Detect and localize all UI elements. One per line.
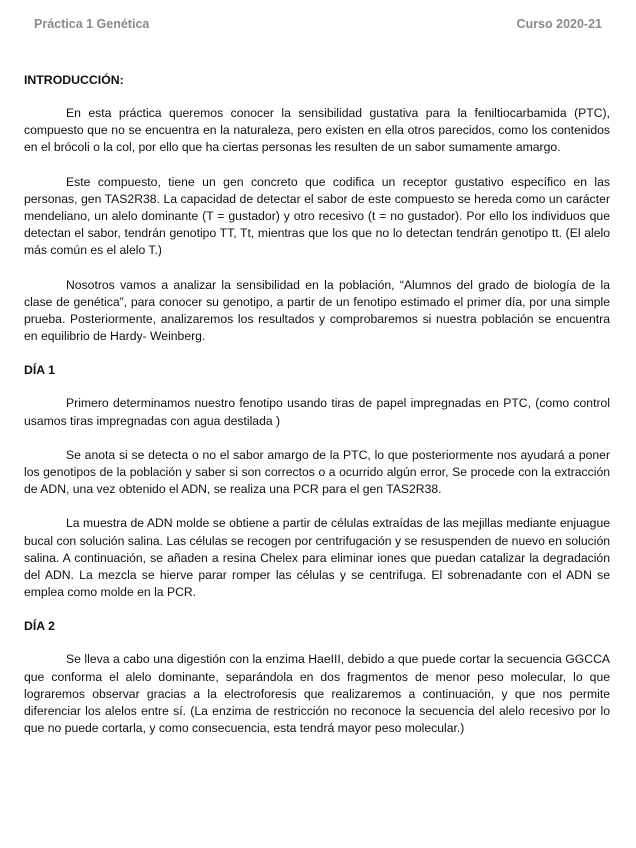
section-heading: DÍA 2	[24, 619, 55, 634]
section-heading: DÍA 1	[24, 363, 55, 378]
section-dia-1	[24, 362, 610, 601]
paragraph: La muestra de ADN molde se obtiene a partir de células extraídas de las mejillas mediante enjuague bucal con solución salina. Las células se recogen por centrifugación y se resuspenden de nuevo en solución salina. A continuación, se añaden a resina Chelex para eliminar iones que puedan catalizar la degradación del ADN. La mezcla se hierve parar romper las células y se centrifuga. El sobrenadante con el ADN se emplea como molde en la PCR.	[24, 516, 610, 600]
paragraph: Se lleva a cabo una digestión con la enzima HaeIII, debido a que puede cortar la secuencia GGCCA que conforma el alelo dominante, separándola en dos fragmentos de menor peso molecular, lo que lograremos observar gracias a la electroforesis que realizaremos a continuación, y que nos permite diferenciar los alelos entre sí. (La enzima de restricción no reconoce la secuencia del alelo recesivo por lo que no puede cortarla, y como consecuencia, esta tendrá mayor peso molecular.)	[24, 652, 610, 736]
header-course-practice: Práctica 1 Genética	[34, 17, 150, 31]
paragraph: Primero determinamos nuestro fenotipo usando tiras de papel impregnadas en PTC, (como control usamos tiras impregnadas con agua destilada )	[24, 396, 610, 428]
document-body	[24, 72, 610, 737]
paragraph: En esta práctica queremos conocer la sensibilidad gustativa para la feniltiocarbamida (PTC), compuesto que no se encuentra en la naturaleza, pero existen en ella otros parecidos, como los contenidos en el brócoli o la col, por ello que ha ciertas personas les resulten de un sabor sumamente amargo.	[24, 106, 610, 155]
paragraph: Este compuesto, tiene un gen concreto que codifica un receptor gustativo específico en las personas, gen TAS2R38. La capacidad de detectar el sabor de este compuesto se hereda como un carácter mendeliano, un alelo dominante (T = gustador) y otro recesivo (t = no gustador). Por ello los individuos que detectan el sabor, tendrán genotipo TT, Tt, mientras que los que no lo detectan tendrán genotipo tt. (El alelo más común es el alelo T.)	[24, 174, 610, 258]
paragraph: Se anota si se detecta o no el sabor amargo de la PTC, lo que posteriormente nos ayudará a poner los genotipos de la población y saber si son correctos o a ocurrido algún error, Se procede con la extracción de ADN, una vez obtenido el ADN, se realiza una PCR para el gen TAS2R38.	[24, 447, 610, 497]
header-academic-year: Curso 2020-21	[516, 17, 602, 31]
section-dia-2	[24, 618, 610, 737]
section-heading: INTRODUCCIÓN:	[24, 73, 124, 87]
section-introduccion	[24, 72, 610, 345]
paragraph: Nosotros vamos a analizar la sensibilidad en la población, “Alumnos del grado de biología de la clase de genética”, para conocer su genotipo, a partir de un fenotipo estimado el primer día, por una simple prueba. Posteriormente, analizaremos los resultados y comprobaremos si nuestra población se encuentra en equilibrio de Hardy- Weinberg.	[24, 277, 610, 344]
